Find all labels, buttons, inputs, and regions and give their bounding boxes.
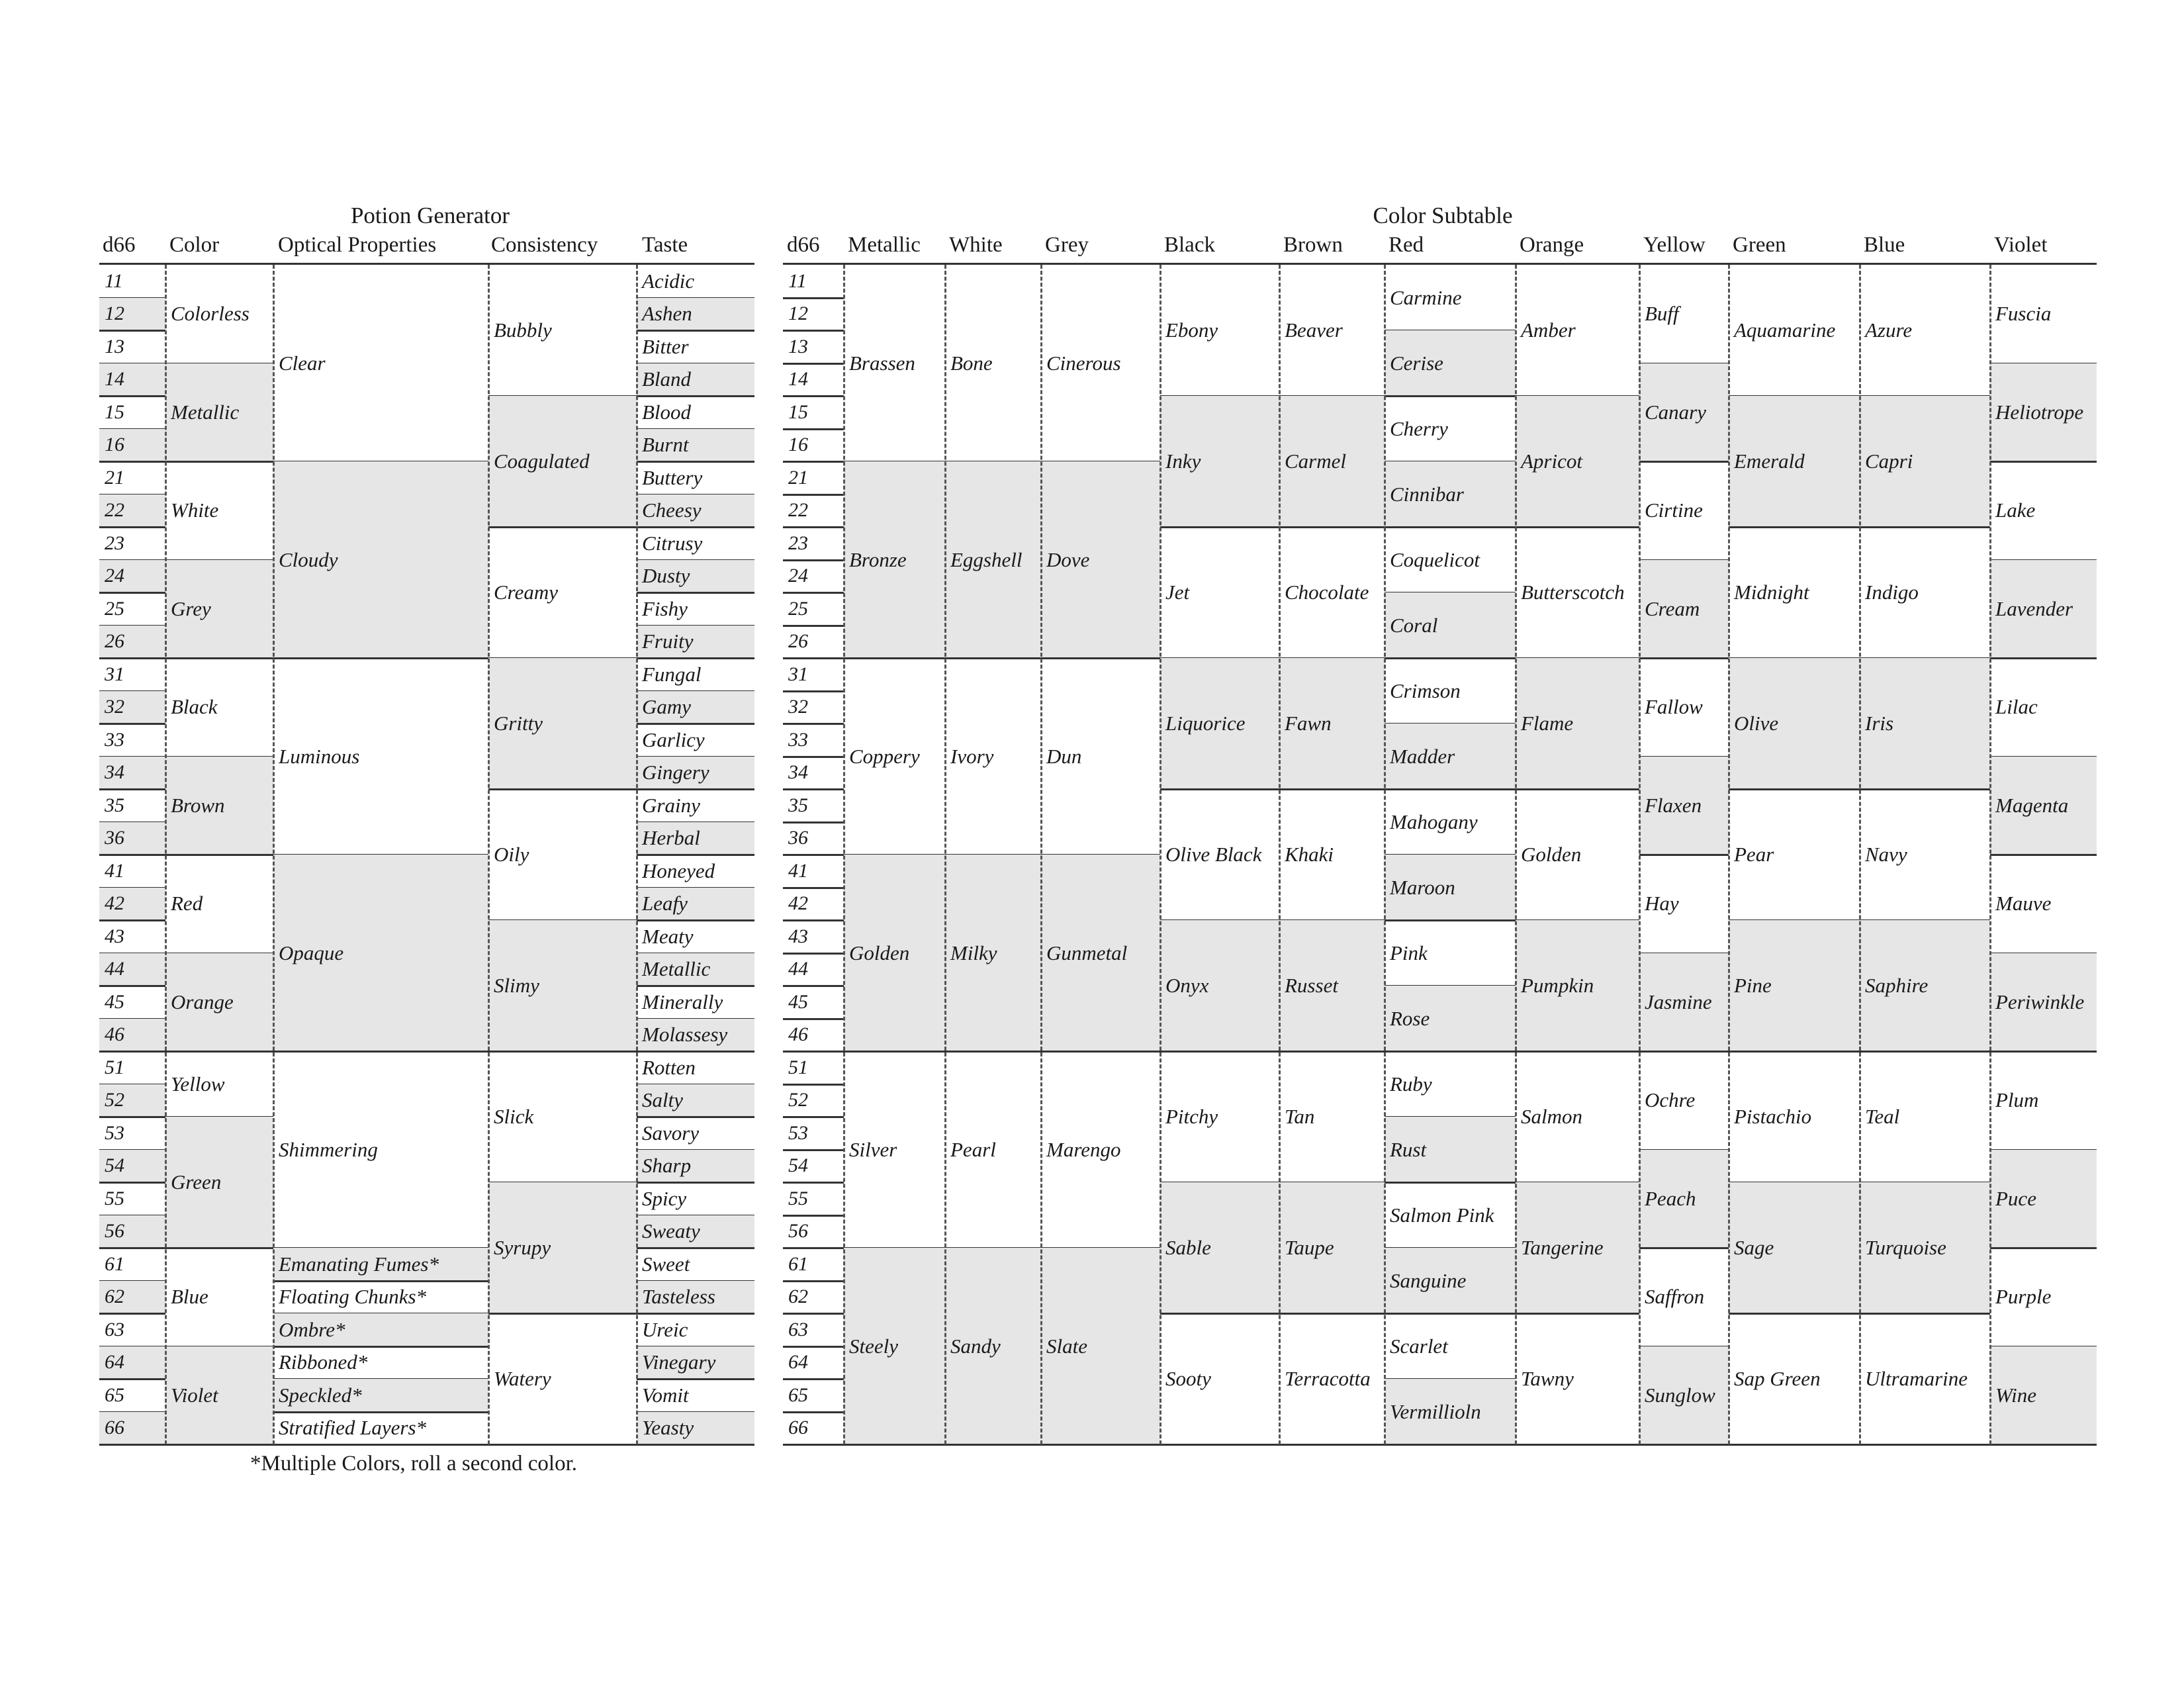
potion-header-taste: Taste: [642, 233, 688, 257]
subtable-blue-ultramarine: Ultramarine: [1865, 1367, 1968, 1390]
potion-color-colorless: Colorless: [171, 302, 250, 326]
subtable-d66-15: 15: [788, 400, 808, 423]
subtable-blue-saphire: Saphire: [1860, 920, 1990, 1051]
potion-d66-31: 31: [105, 663, 124, 685]
subtable-d66-36: 36: [788, 827, 808, 849]
potion-d66-34: 34: [99, 757, 165, 790]
potion-d66-61: 61: [105, 1252, 124, 1275]
potion-taste-meaty: Meaty: [642, 924, 694, 948]
subtable-white-milky: Milky: [945, 855, 1041, 1051]
subtable-d66-41: 41: [788, 859, 808, 882]
subtable-yellow-canary: Canary: [1639, 363, 1729, 462]
subtable-yellow-hay: Hay: [1645, 892, 1679, 915]
subtable-green-olive: Olive: [1729, 658, 1860, 789]
subtable-white-sandy: Sandy: [945, 1248, 1041, 1444]
subtable-d66-24: 24: [788, 565, 808, 587]
subtable-d66-66: 66: [788, 1417, 808, 1439]
column-divider: [1859, 265, 1861, 1444]
subtable-red-carmine: Carmine: [1390, 285, 1462, 309]
row-rule: [273, 1444, 488, 1446]
subtable-violet-heliotrope: Heliotrope: [1990, 363, 2097, 462]
potion-d66-65: 65: [105, 1383, 124, 1406]
subtable-red-scarlet: Scarlet: [1390, 1334, 1448, 1358]
potion-header-color: Color: [169, 233, 220, 257]
subtable-white-ivory: Ivory: [950, 744, 994, 768]
potion-consistency-creamy: Creamy: [494, 581, 558, 604]
subtable-d66-45: 45: [788, 990, 808, 1013]
potion-taste-sharp: Sharp: [637, 1150, 754, 1183]
potion-d66-56: 56: [99, 1215, 165, 1248]
potion-color-yellow: Yellow: [171, 1072, 225, 1096]
subtable-green-sap-green: Sap Green: [1734, 1367, 1821, 1390]
potion-taste-bitter: Bitter: [642, 334, 689, 358]
column-divider: [843, 265, 845, 1444]
potion-d66-54: 54: [99, 1150, 165, 1183]
subtable-blue-turquoise: Turquoise: [1860, 1182, 1990, 1313]
subtable-orange-flame: Flame: [1516, 658, 1639, 789]
column-divider: [1160, 265, 1161, 1444]
subtable-orange-salmon: Salmon: [1521, 1105, 1582, 1128]
potion-d66-41: 41: [105, 859, 124, 882]
subtable-metallic-golden: Golden: [844, 855, 945, 1051]
subtable-blue-navy: Navy: [1865, 843, 1907, 866]
potion-d66-53: 53: [105, 1121, 124, 1144]
potion-taste-metallic: Metallic: [637, 953, 754, 986]
subtable-d66-26: 26: [788, 630, 808, 653]
subtable-brown-beaver: Beaver: [1285, 318, 1343, 342]
subtable-black-sable: Sable: [1160, 1182, 1279, 1313]
footnote: *Multiple Colors, roll a second color.: [250, 1452, 578, 1476]
subtable-brown-taupe: Taupe: [1279, 1182, 1385, 1313]
potion-d66-24: 24: [99, 560, 165, 593]
subtable-white-bone: Bone: [950, 351, 993, 375]
potion-d66-11: 11: [105, 269, 123, 292]
potion-d66-13: 13: [105, 335, 124, 357]
subtable-brown-russet: Russet: [1279, 920, 1385, 1051]
potion-optical-stratified-layers: Stratified Layers*: [279, 1416, 427, 1440]
subtable-red-cherry: Cherry: [1390, 416, 1448, 440]
subtable-header-green: Green: [1733, 233, 1786, 257]
potion-taste-fruity: Fruity: [637, 626, 754, 659]
subtable-orange-golden: Golden: [1521, 843, 1582, 866]
subtable-header-white: White: [949, 233, 1003, 257]
potion-taste-ureic: Ureic: [642, 1317, 688, 1341]
subtable-black-sooty: Sooty: [1165, 1367, 1211, 1390]
subtable-header-red: Red: [1388, 233, 1424, 257]
row-rule: [945, 1444, 1041, 1446]
subtable-d66-65: 65: [788, 1383, 808, 1406]
potion-taste-salty: Salty: [637, 1084, 754, 1117]
row-rule: [1385, 1444, 1516, 1446]
subtable-d66-23: 23: [788, 532, 808, 554]
subtable-green-aquamarine: Aquamarine: [1734, 318, 1836, 342]
subtable-red-salmon-pink: Salmon Pink: [1390, 1203, 1494, 1227]
subtable-d66-55: 55: [788, 1187, 808, 1209]
subtable-metallic-brassen: Brassen: [849, 351, 915, 375]
row-rule: [1990, 1444, 2097, 1446]
subtable-brown-terracotta: Terracotta: [1285, 1367, 1371, 1390]
subtable-metallic-silver: Silver: [849, 1137, 897, 1161]
subtable-yellow-peach: Peach: [1639, 1150, 1729, 1248]
potion-d66-66: 66: [99, 1412, 165, 1445]
subtable-yellow-cirtine: Cirtine: [1645, 498, 1703, 522]
subtable-red-rose: Rose: [1385, 986, 1516, 1051]
potion-d66-22: 22: [99, 494, 165, 528]
row-rule: [783, 1444, 844, 1446]
subtable-d66-35: 35: [788, 794, 808, 816]
subtable-violet-mauve: Mauve: [1995, 892, 2052, 915]
potion-optical-floating-chunks: Floating Chunks*: [279, 1285, 427, 1309]
potion-color-green: Green: [165, 1117, 273, 1248]
subtable-blue-capri: Capri: [1860, 396, 1990, 527]
row-rule: [637, 1444, 754, 1446]
potion-consistency-oily: Oily: [494, 843, 529, 866]
subtable-grey-gunmetal: Gunmetal: [1041, 855, 1160, 1051]
potion-d66-35: 35: [105, 794, 124, 816]
potion-taste-ashen: Ashen: [637, 298, 754, 331]
subtable-d66-53: 53: [788, 1121, 808, 1144]
subtable-yellow-saffron: Saffron: [1645, 1285, 1705, 1309]
subtable-brown-chocolate: Chocolate: [1285, 581, 1369, 604]
row-rule: [1279, 1444, 1385, 1446]
column-divider: [1728, 265, 1730, 1444]
potion-d66-63: 63: [105, 1318, 124, 1340]
potion-d66-52: 52: [99, 1084, 165, 1117]
potion-taste-dusty: Dusty: [637, 560, 754, 593]
subtable-d66-52: 52: [788, 1089, 808, 1111]
subtable-header-metallic: Metallic: [848, 233, 921, 257]
potion-d66-25: 25: [105, 597, 124, 620]
row-rule: [99, 1444, 165, 1446]
subtable-d66-31: 31: [788, 663, 808, 685]
subtable-orange-apricot: Apricot: [1516, 396, 1639, 527]
subtable-black-liquorice: Liquorice: [1160, 658, 1279, 789]
subtable-d66-44: 44: [788, 958, 808, 980]
subtable-white-pearl: Pearl: [950, 1137, 996, 1161]
potion-consistency-watery: Watery: [494, 1367, 551, 1390]
potion-d66-32: 32: [99, 691, 165, 724]
potion-consistency-slick: Slick: [494, 1105, 534, 1128]
potion-d66-45: 45: [105, 990, 124, 1013]
subtable-d66-22: 22: [788, 499, 808, 522]
potion-taste-grainy: Grainy: [642, 793, 700, 817]
potion-taste-blood: Blood: [642, 400, 692, 424]
subtable-grey-slate: Slate: [1041, 1248, 1160, 1444]
column-divider: [1279, 265, 1281, 1444]
column-divider: [636, 265, 638, 1444]
subtable-green-emerald: Emerald: [1729, 396, 1860, 527]
subtable-red-coquelicot: Coquelicot: [1390, 547, 1480, 571]
subtable-header-brown: Brown: [1283, 233, 1343, 257]
subtable-red-sanguine: Sanguine: [1385, 1248, 1516, 1313]
subtable-black-onyx: Onyx: [1160, 920, 1279, 1051]
potion-taste-gingery: Gingery: [637, 757, 754, 790]
subtable-yellow-ochre: Ochre: [1645, 1088, 1696, 1112]
subtable-violet-lilac: Lilac: [1995, 695, 2038, 719]
subtable-metallic-bronze: Bronze: [844, 461, 945, 658]
subtable-metallic-steely: Steely: [844, 1248, 945, 1444]
potion-taste-vomit: Vomit: [642, 1383, 689, 1407]
potion-taste-tasteless: Tasteless: [637, 1281, 754, 1314]
subtable-d66-16: 16: [788, 434, 808, 456]
subtable-d66-61: 61: [788, 1252, 808, 1275]
potion-d66-43: 43: [105, 925, 124, 947]
potion-taste-burnt: Burnt: [637, 429, 754, 462]
potion-taste-vinegary: Vinegary: [637, 1346, 754, 1380]
subtable-yellow-cream: Cream: [1639, 560, 1729, 659]
subtable-violet-purple: Purple: [1995, 1285, 2052, 1309]
potion-taste-garlicy: Garlicy: [642, 727, 705, 751]
subtable-d66-43: 43: [788, 925, 808, 947]
column-divider: [1639, 265, 1641, 1444]
subtable-violet-lavender: Lavender: [1990, 560, 2097, 659]
subtable-violet-fuscia: Fuscia: [1995, 302, 2052, 326]
subtable-d66-46: 46: [788, 1023, 808, 1046]
potion-optical-opaque: Opaque: [273, 855, 488, 1051]
potion-taste-cheesy: Cheesy: [637, 494, 754, 528]
subtable-violet-puce: Puce: [1990, 1150, 2097, 1248]
potion-taste-yeasty: Yeasty: [637, 1412, 754, 1445]
potion-color-white: White: [171, 498, 219, 522]
potion-consistency-slimy: Slimy: [488, 920, 637, 1051]
subtable-green-pear: Pear: [1734, 843, 1774, 866]
subtable-grey-dove: Dove: [1041, 461, 1160, 658]
subtable-red-rust: Rust: [1385, 1117, 1516, 1182]
subtable-orange-tangerine: Tangerine: [1516, 1182, 1639, 1313]
column-divider: [1515, 265, 1517, 1444]
potion-consistency-syrupy: Syrupy: [488, 1182, 637, 1313]
subtable-violet-wine: Wine: [1990, 1346, 2097, 1445]
potion-color-brown: Brown: [165, 757, 273, 855]
subtable-header-violet: Violet: [1994, 233, 2048, 257]
subtable-d66-32: 32: [788, 696, 808, 718]
subtable-black-pitchy: Pitchy: [1165, 1105, 1218, 1128]
row-rule: [1160, 1444, 1279, 1446]
potion-color-orange: Orange: [165, 953, 273, 1052]
subtable-d66-13: 13: [788, 335, 808, 357]
subtable-green-pine: Pine: [1729, 920, 1860, 1051]
potion-color-red: Red: [171, 892, 203, 915]
subtable-red-vermillioln: Vermillioln: [1385, 1379, 1516, 1444]
potion-d66-33: 33: [105, 728, 124, 751]
subtable-d66-25: 25: [788, 597, 808, 620]
subtable-d66-64: 64: [788, 1351, 808, 1374]
subtable-d66-51: 51: [788, 1056, 808, 1078]
potion-taste-fishy: Fishy: [642, 596, 688, 620]
subtable-brown-tan: Tan: [1285, 1105, 1315, 1128]
potion-taste-molassesy: Molassesy: [637, 1019, 754, 1052]
subtable-green-midnight: Midnight: [1734, 581, 1809, 604]
subtable-header-d66: d66: [787, 233, 820, 257]
subtable-violet-lake: Lake: [1995, 498, 2036, 522]
potion-generator-title: Potion Generator: [350, 203, 510, 228]
subtable-violet-periwinkle: Periwinkle: [1990, 953, 2097, 1052]
potion-optical-clear: Clear: [279, 351, 326, 375]
subtable-black-olive-black: Olive Black: [1165, 843, 1262, 866]
potion-d66-23: 23: [105, 532, 124, 554]
subtable-d66-12: 12: [788, 303, 808, 325]
potion-taste-spicy: Spicy: [642, 1186, 687, 1210]
subtable-red-crimson: Crimson: [1390, 679, 1461, 702]
potion-taste-bland: Bland: [637, 363, 754, 397]
potion-color-grey: Grey: [165, 560, 273, 659]
subtable-brown-khaki: Khaki: [1285, 843, 1334, 866]
subtable-black-ebony: Ebony: [1165, 318, 1218, 342]
potion-d66-46: 46: [99, 1019, 165, 1052]
potion-color-violet: Violet: [165, 1346, 273, 1445]
subtable-header-yellow: Yellow: [1643, 233, 1706, 257]
potion-d66-44: 44: [99, 953, 165, 986]
subtable-d66-54: 54: [788, 1154, 808, 1177]
potion-optical-cloudy: Cloudy: [273, 461, 488, 658]
row-rule: [1639, 1444, 1729, 1446]
subtable-yellow-flaxen: Flaxen: [1639, 757, 1729, 855]
potion-optical-emanating-fumes: Emanating Fumes*: [273, 1248, 488, 1281]
subtable-orange-butterscotch: Butterscotch: [1521, 581, 1625, 604]
potion-taste-rotten: Rotten: [642, 1055, 696, 1079]
subtable-grey-dun: Dun: [1046, 744, 1082, 768]
row-rule: [1729, 1444, 1860, 1446]
potion-d66-21: 21: [105, 466, 124, 489]
potion-d66-55: 55: [105, 1187, 124, 1209]
column-divider: [1384, 265, 1386, 1444]
subtable-d66-63: 63: [788, 1318, 808, 1340]
subtable-black-inky: Inky: [1160, 396, 1279, 527]
subtable-grey-cinerous: Cinerous: [1046, 351, 1121, 375]
potion-header-consistency: Consistency: [491, 233, 598, 257]
color-subtable-title: Color Subtable: [1373, 203, 1513, 228]
subtable-yellow-buff: Buff: [1645, 302, 1679, 326]
potion-d66-16: 16: [99, 429, 165, 462]
subtable-blue-teal: Teal: [1865, 1105, 1900, 1128]
subtable-d66-42: 42: [788, 892, 808, 915]
potion-color-black: Black: [171, 695, 218, 719]
subtable-red-coral: Coral: [1385, 592, 1516, 658]
subtable-yellow-jasmine: Jasmine: [1639, 953, 1729, 1052]
potion-optical-speckled: Speckled*: [273, 1379, 488, 1412]
subtable-grey-marengo: Marengo: [1046, 1137, 1121, 1161]
potion-taste-sweaty: Sweaty: [637, 1215, 754, 1248]
subtable-red-mahogany: Mahogany: [1390, 810, 1478, 833]
potion-consistency-coagulated: Coagulated: [488, 396, 637, 527]
subtable-d66-33: 33: [788, 728, 808, 751]
subtable-green-sage: Sage: [1729, 1182, 1860, 1313]
subtable-d66-62: 62: [788, 1286, 808, 1308]
subtable-red-ruby: Ruby: [1390, 1072, 1432, 1096]
potion-taste-leafy: Leafy: [637, 888, 754, 921]
potion-consistency-gritty: Gritty: [488, 658, 637, 789]
subtable-yellow-sunglow: Sunglow: [1639, 1346, 1729, 1445]
row-rule: [1516, 1444, 1639, 1446]
potion-taste-fungal: Fungal: [642, 662, 702, 686]
subtable-violet-plum: Plum: [1995, 1088, 2039, 1112]
column-divider: [488, 265, 490, 1444]
potion-taste-honeyed: Honeyed: [642, 859, 715, 882]
row-rule: [844, 1444, 945, 1446]
row-rule: [1041, 1444, 1160, 1446]
potion-taste-citrusy: Citrusy: [642, 531, 703, 555]
subtable-orange-tawny: Tawny: [1521, 1367, 1574, 1390]
column-divider: [1040, 265, 1042, 1444]
potion-d66-42: 42: [99, 888, 165, 921]
potion-taste-savory: Savory: [642, 1121, 700, 1145]
subtable-d66-56: 56: [788, 1220, 808, 1243]
potion-taste-minerally: Minerally: [642, 990, 723, 1013]
row-rule: [488, 1444, 637, 1446]
potion-d66-64: 64: [99, 1346, 165, 1380]
potion-header-optical-properties: Optical Properties: [278, 233, 437, 257]
potion-d66-62: 62: [99, 1281, 165, 1314]
subtable-header-grey: Grey: [1045, 233, 1089, 257]
column-divider: [1989, 265, 1991, 1444]
subtable-header-orange: Orange: [1520, 233, 1584, 257]
potion-d66-26: 26: [99, 626, 165, 659]
subtable-d66-14: 14: [788, 368, 808, 391]
subtable-white-eggshell: Eggshell: [945, 461, 1041, 658]
subtable-orange-amber: Amber: [1521, 318, 1576, 342]
subtable-yellow-fallow: Fallow: [1645, 695, 1703, 719]
row-rule: [1860, 1444, 1990, 1446]
potion-color-blue: Blue: [171, 1285, 208, 1309]
column-divider: [165, 265, 167, 1444]
potion-taste-sweet: Sweet: [642, 1252, 690, 1276]
subtable-red-maroon: Maroon: [1385, 855, 1516, 920]
potion-d66-14: 14: [99, 363, 165, 397]
subtable-d66-11: 11: [788, 269, 807, 292]
potion-taste-buttery: Buttery: [642, 465, 703, 489]
subtable-brown-carmel: Carmel: [1279, 396, 1385, 527]
subtable-brown-fawn: Fawn: [1279, 658, 1385, 789]
potion-taste-acidic: Acidic: [642, 269, 695, 293]
potion-d66-36: 36: [99, 822, 165, 855]
subtable-metallic-coppery: Coppery: [849, 744, 920, 768]
potion-d66-15: 15: [105, 400, 124, 423]
subtable-blue-indigo: Indigo: [1865, 581, 1919, 604]
subtable-black-jet: Jet: [1165, 581, 1190, 604]
potion-optical-luminous: Luminous: [279, 744, 360, 768]
subtable-blue-azure: Azure: [1865, 318, 1913, 342]
subtable-red-cinnibar: Cinnibar: [1385, 461, 1516, 527]
column-divider: [944, 265, 946, 1444]
potion-taste-herbal: Herbal: [637, 822, 754, 855]
potion-optical-ribboned: Ribboned*: [279, 1350, 368, 1374]
subtable-header-blue: Blue: [1864, 233, 1905, 257]
potion-header-d66: d66: [103, 233, 136, 257]
subtable-red-cerise: Cerise: [1385, 330, 1516, 396]
potion-optical-shimmering: Shimmering: [279, 1137, 378, 1161]
potion-optical-ombre: Ombre*: [273, 1313, 488, 1346]
subtable-blue-iris: Iris: [1860, 658, 1990, 789]
subtable-orange-pumpkin: Pumpkin: [1516, 920, 1639, 1051]
row-rule: [165, 1444, 273, 1446]
subtable-red-pink: Pink: [1390, 941, 1428, 964]
subtable-red-madder: Madder: [1385, 724, 1516, 789]
potion-color-metallic: Metallic: [165, 363, 273, 462]
subtable-header-black: Black: [1164, 233, 1215, 257]
subtable-violet-magenta: Magenta: [1990, 757, 2097, 855]
column-divider: [273, 265, 275, 1444]
potion-taste-gamy: Gamy: [637, 691, 754, 724]
subtable-d66-34: 34: [788, 761, 808, 784]
potion-d66-12: 12: [99, 298, 165, 331]
subtable-d66-21: 21: [788, 466, 808, 489]
subtable-green-pistachio: Pistachio: [1734, 1105, 1812, 1128]
potion-consistency-bubbly: Bubbly: [494, 318, 552, 342]
potion-d66-51: 51: [105, 1056, 124, 1078]
